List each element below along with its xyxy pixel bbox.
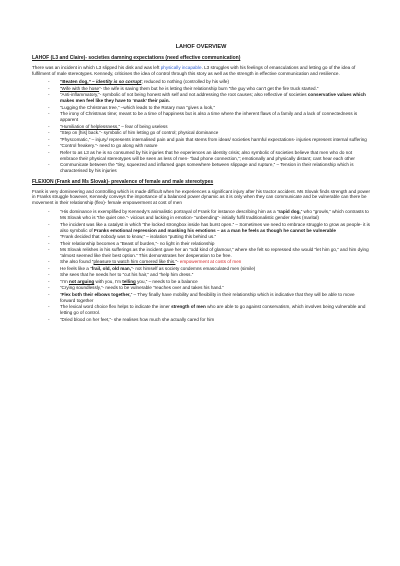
text-run: “Frank decided that nobody was to know,” – isolation “putting this behind us.” xyxy=(60,234,217,240)
emphasis-text: frail, old, old man, xyxy=(91,265,131,271)
list-item xyxy=(60,137,370,143)
text-run: There was an incident in which L3 slipped his disk and was left xyxy=(32,64,161,70)
text-run: “Step on [his] back.”- symbolic of him letting go of control; physical dominance xyxy=(60,130,219,136)
text-run: The incident was like a catalyst in which “the locked strongbox inside has burst open.” – Sometimes we need to embrace struggle to grow as people- it is also symbolic of xyxy=(60,221,370,233)
text-run: ”- not himself as society condemns emasculated men (simile) xyxy=(130,265,256,271)
section-heading-flexion xyxy=(32,179,370,186)
list-item xyxy=(60,241,370,247)
quote-text: pleasure to watch him cornered like this. xyxy=(93,259,176,265)
emphasis-text: – identity is so corrupt xyxy=(90,79,142,85)
text-run: “Crying soundlessly,”- needs to be vulnerable “reaches over and takes his hand.” xyxy=(60,285,224,291)
text-run: . L3 struggles with his feelings of emasculations and letting go of the idea of fulfilment of male stereotypes. Kennedy, criticises the idea of control through this story as well as the strength in effective communication and resilience. xyxy=(32,64,356,76)
list-item xyxy=(60,143,370,149)
list-item xyxy=(60,86,370,92)
quote-text: “Humiliation of helplessness,” xyxy=(60,123,120,129)
text-run: with you, I’m xyxy=(94,278,123,284)
lahof-intro xyxy=(32,65,370,77)
section-heading-flexion-text: FLEXION (Frank and Ms Slovak)- prevalence of female and male stereotypes xyxy=(32,178,214,185)
emphasis-text: strength of men xyxy=(171,304,206,310)
text-run: “Physcomatic,” – injury/ represents internalised pain and pain that stems from ideas/ societies harmful expectations- injuries represent internal suffering xyxy=(60,136,367,142)
section-heading-lahof xyxy=(32,55,370,62)
list-item xyxy=(60,279,370,285)
text-run: “His dominance is exemplified by Kennedy’s animalistic portrayal of Frank for instance describing him as a “ xyxy=(60,209,279,215)
list-item xyxy=(60,317,370,323)
text-run: you,” – needs to be a balance xyxy=(135,278,198,284)
list-item xyxy=(60,292,370,304)
list-item xyxy=(60,124,370,130)
highlighted-phrase: physically incapable xyxy=(160,64,202,70)
text-run: She also found “ xyxy=(60,259,94,265)
emphasis-text: conservative values which makes men feel like they have to ‘mask’ their pain. xyxy=(60,92,366,104)
list-item xyxy=(60,105,370,111)
list-item xyxy=(60,111,370,123)
list-item xyxy=(60,162,370,174)
quote-text: “Wife with the hose xyxy=(60,85,100,91)
list-item xyxy=(60,222,370,234)
text-run: ” – They finally have mobility and flexibility in their relationship which is indicative that they will be able to move forward together xyxy=(60,291,355,303)
list-item xyxy=(60,234,370,240)
text-run: ”- the wife is saving them but he is letting their relationship burn “the guy who can’t get the fire truck started.” xyxy=(99,85,319,91)
text-run: ”- xyxy=(175,259,180,265)
text-run: The lexical word choice flex helps to indicate the inner xyxy=(60,304,172,310)
emphasis-text: telling xyxy=(122,278,136,284)
highlighted-phrase: empowerment at costs of men xyxy=(179,259,242,265)
text-run: ” who “growls,” which contrasts to Ms Slovak who is “the quiet one.”- vicious and lacking in emotion- “unbending”- initially fulfil traditionalistic gender roles (marital) xyxy=(60,209,369,221)
list-item xyxy=(60,92,370,104)
list-item xyxy=(60,130,370,136)
list-item xyxy=(60,150,370,162)
text-run: ; reduced to nothing (controlled by his wife) xyxy=(141,79,230,85)
flexion-bullet-list xyxy=(32,209,370,322)
text-run: The irony of Christmas time; meant to be a time of happiness but is also a time where the inherent flaws of a family and a lack of connectedness is apparent xyxy=(60,111,358,123)
list-item xyxy=(60,304,370,316)
text-run: – fear of being useless xyxy=(120,123,168,129)
section-heading-lahof-text: LAHOF (L3 and Claire)- societies damning expectations (need effective communication) xyxy=(32,55,241,61)
list-item xyxy=(60,259,370,265)
list-item xyxy=(60,266,370,272)
text-run: “ xyxy=(60,291,62,297)
text-run: “I’m xyxy=(60,278,69,284)
text-run: She sees that he needs her to “cut his hair,” and “help him dress.” xyxy=(60,272,194,278)
flexion-intro: Frank is very domineering and controlling which is made difficult when he experiences a significant injury after his tractor accident. Ms Slovak finds strength and power in Franks struggle however, Kennedy conveys the importance of a balanced power dynamic as it is only when they can communicate and be vulnerable can there be movement in their relationship (flex)- female empowerment at cost of men xyxy=(32,188,370,206)
page-title: LAHOF OVERVIEW xyxy=(175,44,227,50)
text-run: “Dried blood on her feet,”- she realises how much she actually cared for him xyxy=(60,316,215,322)
emphasis-text: Flex both their elbows together, xyxy=(61,291,131,297)
list-item xyxy=(60,209,370,221)
text-run: who are able to go against conservatism, which involves being vulnerable and letting go of control. xyxy=(60,304,366,316)
emphasis-text: not arguing xyxy=(68,278,95,284)
list-item xyxy=(60,247,370,259)
list-item xyxy=(60,79,370,85)
text-run: “Anti-inflammatory,”- symbolic of not being honest with self and not addressing the root causes; also reflective of societies xyxy=(60,92,308,98)
text-run: “Lugging the Christmas tree,” –which leads to the Rotary man “gives a look,” xyxy=(60,104,215,110)
list-item xyxy=(60,285,370,291)
text-run: Ms Slovak relishes in his sufferings as the incident gave her an “odd kind of glamour,” where she felt so repressed she would “let him go,” and him dying “almost seemed like their best option.” This demonstrates her desperation to be free. xyxy=(60,247,369,258)
list-item xyxy=(60,272,370,278)
text-run: Refer to as L3 as he is so consumed by his injuries that he experiences an identity crisis; also symbolic of societies believe that men who do not embrace their physical stereotypes will be seen as less of men- “bad phone connection,”; emotionally and physically distant; cant hear each other xyxy=(60,149,355,161)
text-run: “Control freakery.”- need to go along with nature xyxy=(60,143,158,149)
text-run: Their relationship becomes a “Beast of burden,”- no light in their relationship xyxy=(60,240,215,246)
text-run: Communicate between the “tiny, squeezed and inflamed gaps somewhere between slippage and rupture,” – Tension in their relationship which is characterised by his injuries xyxy=(60,162,354,174)
quote-text: “Beaten dog,” xyxy=(60,79,91,85)
emphasis-text: rapid dog, xyxy=(278,209,301,215)
emphasis-text: Franks emotional repression and masking his emotions – as a man he feels as though he cannot be vulnerable xyxy=(93,227,336,233)
lahof-bullet-list xyxy=(32,79,370,174)
text-run: He feels like a “ xyxy=(60,265,92,271)
